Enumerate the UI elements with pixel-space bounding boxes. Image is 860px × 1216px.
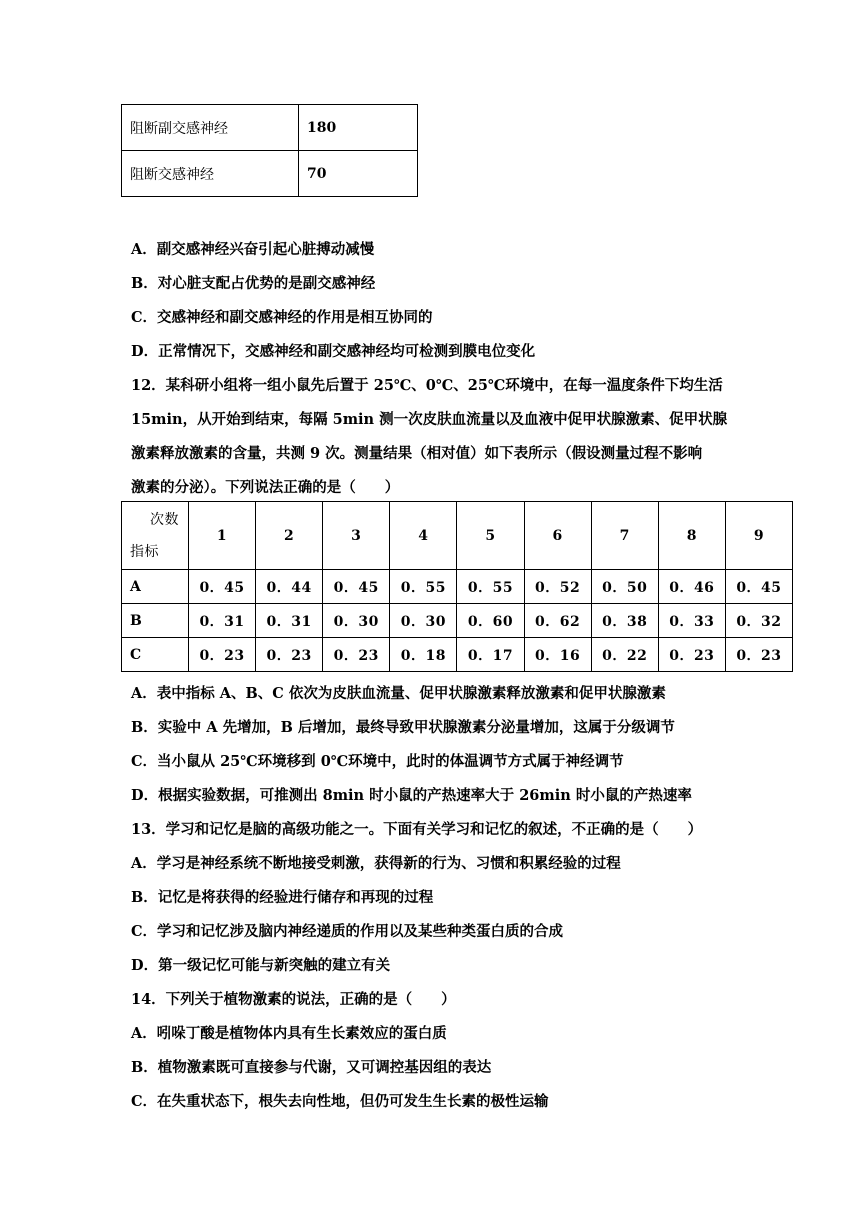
data-table (121, 501, 793, 672)
q13-option-d: D．第一级记忆可能与新突触的建立有关 (131, 957, 391, 974)
q13-option-b: B．记忆是将获得的经验进行储存和再现的过程 (131, 889, 434, 906)
column-header: 8 (658, 502, 725, 570)
table-row (122, 638, 793, 672)
q11-option-c: C．交感神经和副交感神经的作用是相互协同的 (131, 309, 433, 326)
q11-option-d: D．正常情况下，交感神经和副交感神经均可检测到膜电位变化 (131, 343, 536, 360)
table-cell: 0．52 (524, 570, 591, 604)
q12-stem-line: 激素的分泌）。下列说法正确的是（ ） (131, 479, 400, 496)
table-cell: 0．46 (658, 570, 725, 604)
table-cell: 0．50 (591, 570, 658, 604)
q14-option-c: C．在失重状态下，根失去向性地，但仍可发生生长素的极性运输 (131, 1093, 549, 1110)
column-header: 9 (725, 502, 792, 570)
q12-option-a: A．表中指标 A、B、C 依次为皮肤血流量、促甲状腺激素释放激素和促甲状腺激素 (131, 685, 666, 702)
table-cell: 0．17 (457, 638, 524, 672)
q11-option-b: B．对心脏支配占优势的是副交感神经 (131, 275, 376, 292)
table-cell: 180 (299, 105, 418, 151)
table-cell: 0．23 (323, 638, 390, 672)
table-cell: 0．62 (524, 604, 591, 638)
row-label: C (122, 638, 189, 672)
table-cell: 阻断副交感神经 (122, 105, 299, 151)
table-cell: 0．23 (725, 638, 792, 672)
table-row (122, 151, 418, 197)
column-header: 5 (457, 502, 524, 570)
header-top-label: 次数 (150, 511, 179, 528)
table-cell: 0．31 (256, 604, 323, 638)
q12-stem-line: 15min，从开始到结束，每隔 5min 测一次皮肤血流量以及血液中促甲状腺激素、促甲状腺 (131, 411, 728, 428)
column-header: 2 (256, 502, 323, 570)
table-cell: 0．45 (725, 570, 792, 604)
table-cell: 0．18 (390, 638, 457, 672)
table-cell: 0．30 (323, 604, 390, 638)
q13-stem: 13．学习和记忆是脑的高级功能之一。下面有关学习和记忆的叙述，不正确的是（ ） (131, 821, 703, 838)
q14-option-a: A．吲哚丁酸是植物体内具有生长素效应的蛋白质 (131, 1025, 447, 1042)
table-cell: 0．60 (457, 604, 524, 638)
table-cell: 0．22 (591, 638, 658, 672)
column-header: 7 (591, 502, 658, 570)
q12-stem-line: 12．某科研小组将一组小鼠先后置于 25℃、0℃、25℃环境中，在每一温度条件下均生活 (131, 377, 723, 394)
table-header-row (122, 502, 793, 570)
table-row (122, 604, 793, 638)
header-bottom-label: 指标 (130, 543, 159, 560)
table-cell: 0．55 (390, 570, 457, 604)
q12-option-b: B．实验中 A 先增加，B 后增加，最终导致甲状腺激素分泌量增加，这属于分级调节 (131, 719, 675, 736)
q12-stem-line: 激素释放激素的含量，共测 9 次。测量结果（相对值）如下表所示（假设测量过程不影响 (131, 445, 703, 462)
table-cell: 0．44 (256, 570, 323, 604)
top-table (121, 104, 418, 197)
q13-option-a: A．学习是神经系统不断地接受刺激，获得新的行为、习惯和积累经验的过程 (131, 855, 621, 872)
q14-stem: 14．下列关于植物激素的说法，正确的是（ ） (131, 991, 456, 1008)
table-cell: 0．31 (189, 604, 256, 638)
table-corner-header (122, 502, 189, 570)
table-cell: 0．23 (189, 638, 256, 672)
table-cell: 0．45 (323, 570, 390, 604)
table-cell: 0．55 (457, 570, 524, 604)
row-label: B (122, 604, 189, 638)
column-header: 1 (189, 502, 256, 570)
table-cell: 0．38 (591, 604, 658, 638)
column-header: 6 (524, 502, 591, 570)
table-cell: 0．16 (524, 638, 591, 672)
table-cell: 70 (299, 151, 418, 197)
table-row (122, 105, 418, 151)
q13-option-c: C．学习和记忆涉及脑内神经递质的作用以及某些种类蛋白质的合成 (131, 923, 564, 940)
table-cell: 0．45 (189, 570, 256, 604)
column-header: 3 (323, 502, 390, 570)
table-cell: 0．30 (390, 604, 457, 638)
table-cell: 0．33 (658, 604, 725, 638)
table-cell: 阻断交感神经 (122, 151, 299, 197)
table-cell: 0．23 (658, 638, 725, 672)
column-header: 4 (390, 502, 457, 570)
table-cell: 0．32 (725, 604, 792, 638)
table-row (122, 570, 793, 604)
q11-option-a: A．副交感神经兴奋引起心脏搏动减慢 (131, 241, 375, 258)
table-cell: 0．23 (256, 638, 323, 672)
q12-option-d: D．根据实验数据，可推测出 8min 时小鼠的产热速率大于 26min 时小鼠的产热速率 (131, 787, 692, 804)
q14-option-b: B．植物激素既可直接参与代谢，又可调控基因组的表达 (131, 1059, 492, 1076)
row-label: A (122, 570, 189, 604)
q12-option-c: C．当小鼠从 25℃环境移到 0℃环境中，此时的体温调节方式属于神经调节 (131, 753, 624, 770)
